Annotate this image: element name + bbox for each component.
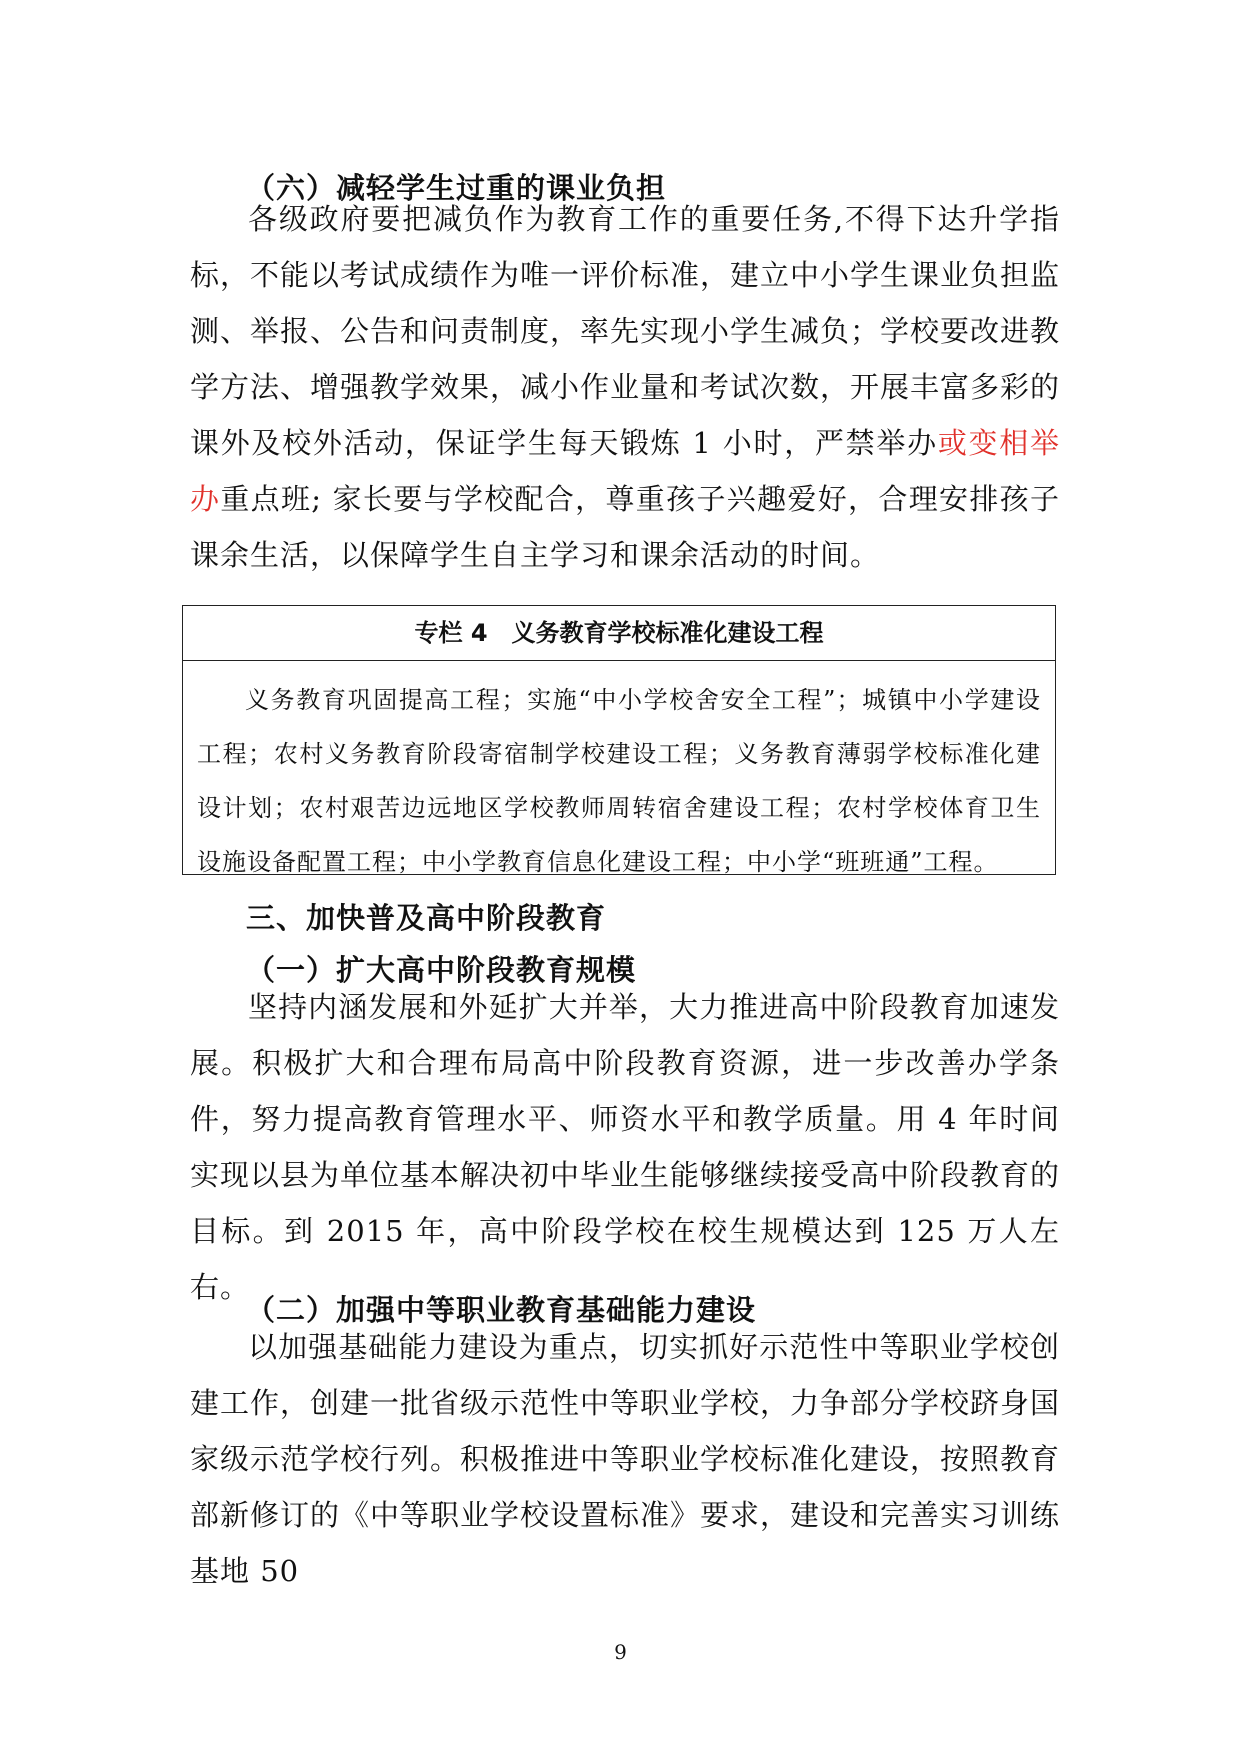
paragraph-reduce-burden xyxy=(190,191,1060,583)
column-box xyxy=(182,605,1056,875)
section-heading-reduce-burden: （六）减轻学生过重的课业负担 xyxy=(246,171,667,205)
column-box-body: 义务教育巩固提高工程；实施“中小学校舍安全工程”；城镇中小学建设工程；农村义务教育阶段寄宿制学校建设工程；义务教育薄弱学校标准化建设计划；农村艰苦边远地区学校教师周转宿舍建设工程；农村学校体育卫生设施设备配置工程；中小学教育信息化建设工程；中小学“班班通”工程。 xyxy=(197,686,1041,876)
paragraph-expand-scale: 坚持内涵发展和外延扩大并举，大力推进高中阶段教育加速发展。积极扩大和合理布局高中阶段教育资源，进一步改善办学条件，努力提高教育管理水平、师资水平和教学质量。用 4 年时间实现以县为单位基本解决初中毕业生能够继续接受高中阶段教育的目标。到 2015 年，高中阶段学校在校生规模达到 125 万人左右。 xyxy=(190,990,1061,1304)
paragraph-text: 重点班; 家长要与学校配合，尊重孩子兴趣爱好，合理安排孩子课余生活，以保障学生自主学习和课余活动的时间。 xyxy=(190,482,1060,572)
column-box-title: 专栏 4 义务教育学校标准化建设工程 xyxy=(183,606,1055,661)
section-heading-vocational: （二）加强中等职业教育基础能力建设 xyxy=(246,1293,757,1327)
section-heading-expand-scale: （一）扩大高中阶段教育规模 xyxy=(246,953,637,987)
highlighted-text: 或变相举办 xyxy=(190,426,1060,516)
page-number: 9 xyxy=(614,1640,627,1664)
section-heading-high-school: 三、加快普及高中阶段教育 xyxy=(246,901,607,935)
paragraph-vocational: 以加强基础能力建设为重点，切实抓好示范性中等职业学校创建工作，创建一批省级示范性中等职业学校，力争部分学校跻身国家级示范学校行列。积极推进中等职业学校标准化建设，按照教育部新修订的《中等职业学校设置标准》要求，建设和完善实习训练基地 50 xyxy=(190,1330,1061,1588)
paragraph-text: 各级政府要把减负作为教育工作的重要任务,不得下达升学指标，不能以考试成绩作为唯一评价标准，建立中小学生课业负担监测、举报、公告和问责制度，率先实现小学生减负；学校要改进教学方法、增强教学效果，减小作业量和考试次数，开展丰富多彩的课外及校外活动，保证学生每天锻炼 1 小时，严禁举办 xyxy=(190,202,1061,460)
